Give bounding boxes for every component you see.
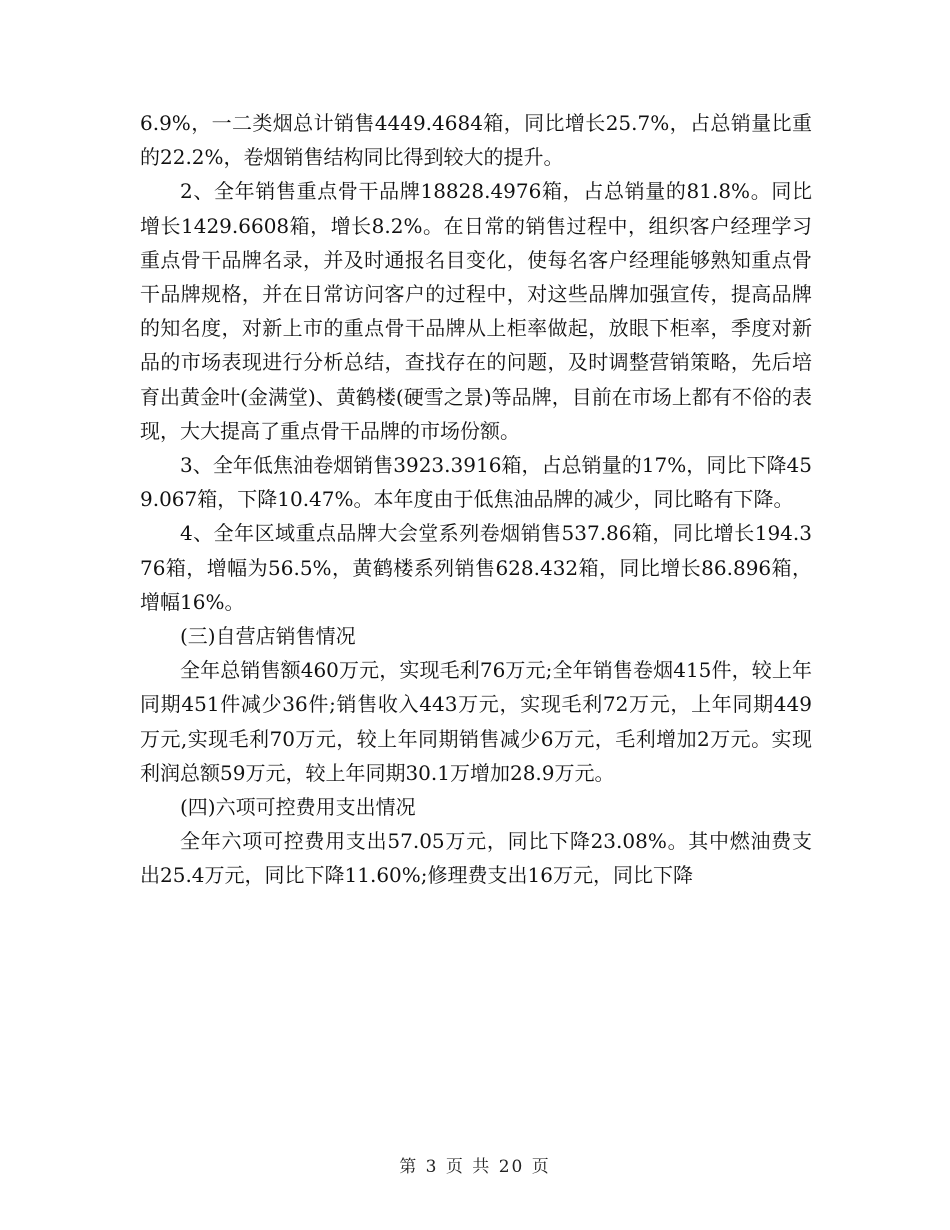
paragraph-key-brands: 2、全年销售重点骨干品牌18828.4976箱，占总销量的81.8%。同比增长1429.6608箱，增长8.2%。在日常的销售过程中，组织客户经理学习重点骨干品牌名录，并及时通报名目变化，使每名客户经理能够熟知重点骨干品牌规格，并在日常访问客户的过程中，对这些品牌加强宣传，提高品牌的知名度，对新上市的重点骨干品牌从上柜率做起，放眼下柜率，季度对新品的市场表现进行分析总结，查找存在的问题，及时调整营销策略，先后培育出黄金叶(金满堂)、黄鹤楼(硬雪之景)等品牌，目前在市场上都有不俗的表现，大大提高了重点骨干品牌的市场份额。 [140,179,812,443]
section-heading-self-operated-store: (三)自营店销售情况 [180,624,356,649]
paragraph-self-operated-store: 全年总销售额460万元，实现毛利76万元;全年销售卷烟415件，较上年同期451件减少36件;销售收入443万元，实现毛利72万元，上年同期449万元,实现毛利70万元，较上年同期销售减少6万元，毛利增加2万元。实现利润总额59万元，较上年同期30.1万增加28.9万元。 [140,658,812,785]
paragraph-controllable-expenses: 全年六项可控费用支出57.05万元，同比下降23.08%。其中燃油费支出25.4万元，同比下降11.60%;修理费支出16万元，同比下降 [140,829,812,888]
page-number-footer: 第 3 页 共 20 页 [399,1157,551,1177]
document-body [140,106,812,893]
paragraph-regional-brands: 4、全年区域重点品牌大会堂系列卷烟销售537.86箱，同比增长194.376箱，增幅为56.5%，黄鹤楼系列销售628.432箱，同比增长86.896箱，增幅16%。 [140,521,812,614]
paragraph-continuation: 6.9%，一二类烟总计销售4449.4684箱，同比增长25.7%，占总销量比重的22.2%，卷烟销售结构同比得到较大的提升。 [140,111,812,170]
paragraph-low-tar: 3、全年低焦油卷烟销售3923.3916箱，占总销量的17%，同比下降459.067箱，下降10.47%。本年度由于低焦油品牌的减少，同比略有下降。 [140,453,812,512]
section-heading-controllable-expenses: (四)六项可控费用支出情况 [180,795,416,820]
